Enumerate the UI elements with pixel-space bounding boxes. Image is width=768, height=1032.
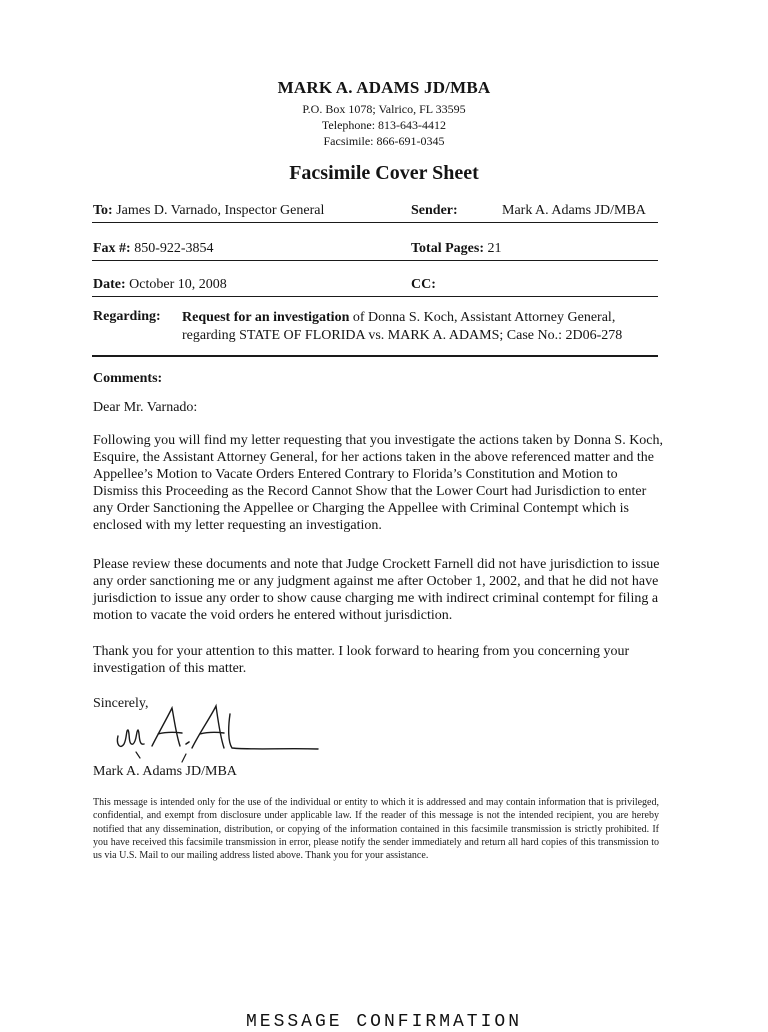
- comments-label: Comments:: [93, 371, 163, 386]
- date-label: Date:: [93, 277, 126, 292]
- fax-value: 850-922-3854: [134, 241, 214, 256]
- sender-label: Sender:: [411, 203, 458, 218]
- cc-field: [411, 277, 436, 293]
- date-field: [93, 277, 227, 293]
- comment-paragraph: Please review these documents and note that Judge Crockett Farnell did not have jurisdiction to issue any order sanctioning me or any judgment against me after October 1, 2002, and that he did not have jurisdiction to issue any order to show cause charging me with indirect criminal contempt for filing a motion to vacate the void orders he entered without jurisdiction.: [93, 557, 660, 623]
- regarding-bold-text: Request for an investigation: [182, 310, 350, 325]
- divider: [92, 260, 658, 261]
- divider: [92, 222, 658, 223]
- message-confirmation-banner: MESSAGE CONFIRMATION: [245, 1012, 523, 1032]
- to-value: James D. Varnado, Inspector General: [116, 203, 325, 218]
- handwritten-signature: [100, 700, 340, 772]
- to-label: To:: [93, 203, 113, 218]
- total-pages-field: [411, 241, 501, 257]
- regarding-text: [182, 309, 662, 345]
- comment-paragraph: Thank you for your attention to this matter. I look forward to hearing from you concerning your investigation of this matter.: [93, 644, 630, 676]
- date-value: October 10, 2008: [129, 277, 227, 292]
- regarding-label: Regarding:: [93, 309, 161, 324]
- closing: Sincerely,: [93, 696, 149, 711]
- sender-name-heading: MARK A. ADAMS JD/MBA: [277, 78, 491, 97]
- sender-value: Mark A. Adams JD/MBA: [502, 203, 646, 218]
- sender-address: P.O. Box 1078; Valrico, FL 33595: [302, 102, 466, 116]
- sender-facsimile: Facsimile: 866-691-0345: [323, 134, 445, 148]
- signer-name: Mark A. Adams JD/MBA: [93, 764, 237, 779]
- fax-label: Fax #:: [93, 241, 131, 256]
- total-pages-label: Total Pages:: [411, 241, 484, 256]
- fax-field: [93, 241, 214, 257]
- divider: [92, 296, 658, 297]
- confidentiality-disclaimer: This message is intended only for the use of the individual or entity to which it is addressed and may contain information that is privileged, confidential, and exempt from disclosure under applicable law. If the reader of this message is not the intended recipient, you are hereby notified that any dissemination, distribution, or copying of the information contained in this facsimile transmission is strictly prohibited. If you have received this facsimile transmission in error, please notify the sender immediately and return all hard copies of this transmission to us via U.S. Mail to our mailing address listed above. Thank you for your assistance.: [93, 797, 659, 862]
- total-pages-value: 21: [487, 241, 502, 256]
- salutation: Dear Mr. Varnado:: [93, 400, 198, 415]
- regarding-body-text: of Donna S. Koch, Assistant Attorney General, regarding STATE OF FLORIDA vs. MARK A. ADAMS; Case No.: 2D06-278: [182, 310, 623, 343]
- cc-label: CC:: [411, 277, 436, 292]
- sender-telephone: Telephone: 813-643-4412: [321, 118, 447, 132]
- comment-paragraph: Following you will find my letter requesting that you investigate the actions taken by Donna S. Koch, Esquire, the Assistant Attorney General, for her actions taken in the above referenced matter and the Appellee’s Motion to Vacate Orders Entered Contrary to Florida’s Constitution and Motion to Dismiss this Proceeding as the Record Cannot Show that the Lower Court had Jurisdiction to enter any Order Sanctioning the Appellee or Charging the Appellee with Criminal Contempt which is enclosed with my letter requesting an investigation.: [93, 433, 664, 533]
- divider: [92, 355, 658, 357]
- to-field: [93, 203, 324, 219]
- page-title: Facsimile Cover Sheet: [289, 162, 479, 184]
